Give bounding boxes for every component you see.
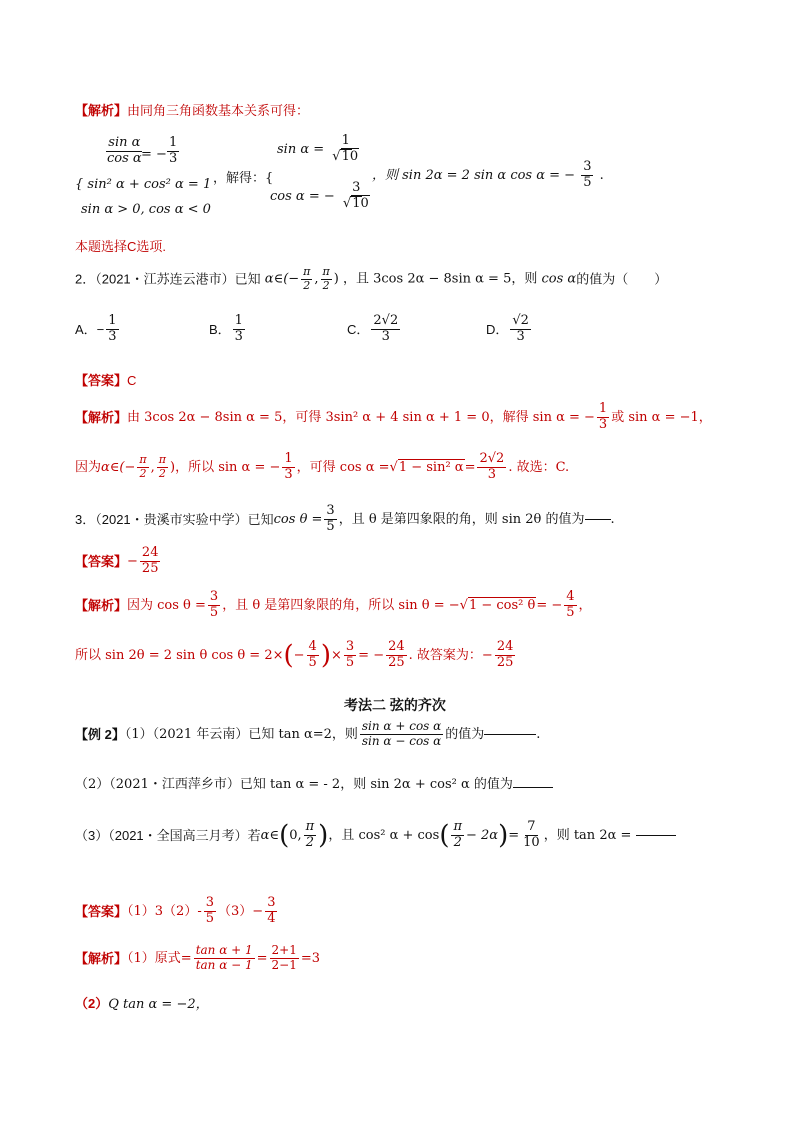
question-3: 3．（2021・贵溪市实验中学）已知cos θ = $\frac{3}{5}$ ，且 θ 是第四象限的角，则 sin 2θ 的值为 .	[75, 503, 615, 534]
jiexi-tag: 【解析】	[75, 103, 128, 118]
example-2-part-3: （3）（2021・全国高三月考）若α∈(0, $\frac{\pi}{2}$ )，且 cos² α + cos( $\frac{\pi}{2}$ − 2α)= $\frac{7}{10}$ ，则 tan 2α =	[75, 820, 676, 851]
jiede-label: ，解得：{	[213, 171, 274, 186]
option-a: A．− $\frac{1}{3}$	[75, 313, 117, 344]
q3-jiexi-line2: 所以 sin 2θ = 2 sin θ cos θ = 2×(− $\frac{4}{5}$ )× $\frac{3}{5}$ = − $\frac{24}{25}$ . 故答案为：− $\frac{24}{25}$	[75, 639, 514, 671]
solution-sin: sin α = $\frac{1}{√10}$	[277, 133, 359, 164]
question-2: 2．（2021・江苏连云港市）已知 α∈(− $\frac{\pi}{2}$ , $\frac{\pi}{2}$ ) ，且 3cos 2α − 8sin α = 5，则 cos α的值为（ ）	[75, 265, 668, 292]
q3-jiexi-line1: 【解析】因为 cos θ = $\frac{3}{5}$ ，且 θ 是第四象限的角，所以 sin θ = −√1 − cos² θ= − $\frac{4}{5}$ ，	[75, 589, 592, 620]
q3-answer: 【答案】− $\frac{24}{25}$	[75, 545, 159, 576]
option-b: B． $\frac{1}{3}$	[209, 313, 243, 344]
answer-blank	[513, 787, 553, 788]
solution-cos: cos α = − $\frac{3}{√10}$	[270, 180, 369, 211]
jiexi-line-1	[75, 104, 309, 118]
system-row-3: sin α > 0, cos α < 0	[81, 202, 211, 217]
q2-answer: 【答案】C	[75, 373, 137, 388]
section-title: 考法二 弦的齐次	[344, 697, 446, 713]
example-2-part-2: （2）（2021・江西萍乡市）已知 tan α = - 2，则 sin 2α + cos² α 的值为	[75, 778, 553, 791]
answer-blank	[585, 519, 611, 520]
answer-blank	[484, 734, 536, 735]
then-sin2a: ，则 sin 2α = 2 sin α cos α = − $\frac{3}{5}$ .	[372, 159, 604, 190]
system-row-2: { sin² α + cos² α = 1	[75, 177, 212, 192]
choose-line: 本题选择C选项.	[75, 239, 167, 254]
example-2-jiexi-1: 【解析】（1）原式= $\frac{\text{tan α + 1}}{\text{tan α − 1}}$ = $\frac{2+1}{2-1}$ =3	[75, 943, 321, 972]
q2-jiexi-line1: 【解析】由 3cos 2α − 8sin α = 5，可得 3sin² α + 4 sin α + 1 = 0，解得 sin α = − $\frac{1}{3}$ 或 sin α = −1，	[75, 401, 712, 432]
example-2-part-1: 【例 2】（1）（2021 年云南）已知 tan α=2，则 $\frac{\text{sin α + cos α}}{\text{sin α − cos α}}$ 的值为 .	[75, 719, 541, 748]
option-c: C． $\frac{2√2}{3}$	[347, 313, 399, 344]
option-d: D． $\frac{√2}{3}$	[486, 313, 529, 344]
example-2-jiexi-2: （2）Q tan α = −2，	[75, 996, 209, 1012]
jiexi-intro: 由同角三角函数基本关系可得：	[127, 103, 310, 118]
answer-blank	[636, 835, 676, 836]
fraction-sin-over-cos: $\frac{\text{sin α}}{\text{cos α}}$	[107, 135, 142, 166]
example-2-answer: 【答案】（1）3（2）- $\frac{3}{5}$ （3）− $\frac{3}{4}$	[75, 895, 276, 926]
q2-jiexi-line2: 因为α∈(− $\frac{\pi}{2}$ , $\frac{\pi}{2}$ )，所以 sin α = − $\frac{1}{3}$ ，可得 cos α =√1 − sin² α= $\frac{2√2}{3}$ . 故选：C.	[75, 451, 570, 482]
